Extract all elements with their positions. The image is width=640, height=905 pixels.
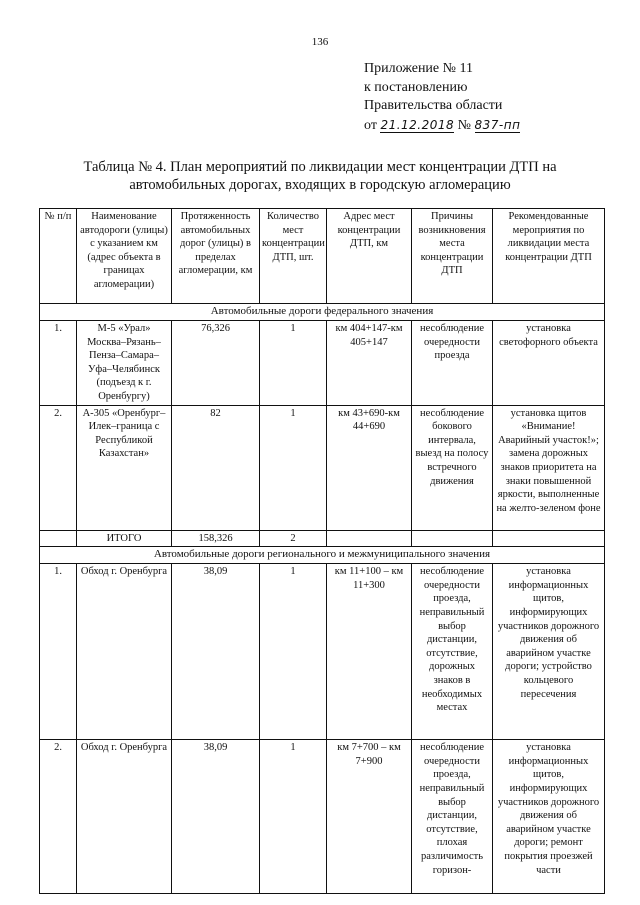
cell-length: 38,09 [172,740,260,894]
section-row-regional [40,547,605,564]
header-causes: Причины возникновения места концентрации ДТП [412,209,493,304]
measures-table [39,208,605,894]
date-prefix: от [364,117,377,133]
cell-count: 1 [260,321,327,406]
number-prefix: № [457,117,472,133]
header-address: Адрес мест концентрации ДТП, км [327,209,412,304]
total-address-empty [327,530,412,547]
bottom-border [39,893,604,894]
section-regional: Автомобильные дороги регионального и межмуниципального значения [40,547,605,564]
cell-num: 2. [40,405,77,530]
handwritten-number: 837-пп [474,117,521,132]
page-number: 136 [311,36,329,48]
cell-measures: установка светофорного объекта [493,321,605,406]
cell-num: 1. [40,321,77,406]
header-num: № п/п [40,209,77,304]
cell-measures: установка информационных щитов, информирующих участников дорожного движения об аварийном участке дороги; ремонт покрытия проезжей части [493,740,605,894]
total-row [40,530,605,547]
table-title [40,158,600,194]
cell-measures: установка информационных щитов, информирующих участников дорожного движения об аварийном участке дороги; устройство кольцевого пересечения [493,564,605,740]
cell-length: 76,326 [172,321,260,406]
cell-count: 1 [260,405,327,530]
table-title-line-1: Таблица № 4. План мероприятий по ликвидации мест концентрации ДТП на [83,159,557,175]
cell-num: 2. [40,740,77,894]
cell-count: 1 [260,740,327,894]
total-label: ИТОГО [77,530,172,547]
cell-address: км 7+700 – км 7+900 [327,740,412,894]
section-row-federal [40,304,605,321]
total-length: 158,326 [172,530,260,547]
cell-road: А-305 «Оренбург–Илек–граница с Республикой Казахстан» [77,405,172,530]
cell-road: Обход г. Оренбурга [77,740,172,894]
cell-address: км 43+690-км 44+690 [327,405,412,530]
cell-causes: несоблюдение бокового интервала, выезд на полосу встречного движения [412,405,493,530]
total-causes-empty [412,530,493,547]
appendix-block [364,60,520,135]
cell-length: 38,09 [172,564,260,740]
cell-address: км 11+100 – км 11+300 [327,564,412,740]
cell-causes: несоблюдение очередности проезда, неправильный выбор дистанции, отсутствие, дорожных знаков в необходимых местах [412,564,493,740]
table-row [40,740,605,894]
cell-address: км 404+147-км 405+147 [327,321,412,406]
header-length: Протяженность автомобильных дорог (улицы) в пределах агломерации, км [172,209,260,304]
cell-causes: несоблюдение очередности проезда, неправильный выбор дистанции, отсутствие, плохая различимость горизон- [412,740,493,894]
total-measures-empty [493,530,605,547]
total-num-empty [40,530,77,547]
header-row [40,209,605,304]
table-row [40,321,605,406]
cell-count: 1 [260,564,327,740]
cell-length: 82 [172,405,260,530]
appendix-line-3: Правительства области [364,98,503,113]
cell-num: 1. [40,564,77,740]
cell-measures: установка щитов «Внимание! Аварийный участок!»; замена дорожных знаков приоритета на знаки повышенной яркости, выполненные на желто-зеленом фоне [493,405,605,530]
header-road: Наименование автодороги (улицы) с указанием км (адрес объекта в границах агломерации) [77,209,172,304]
handwritten-date: 21.12.2018 [380,117,455,132]
header-count: Количество мест концентрации ДТП, шт. [260,209,327,304]
table-row [40,564,605,740]
section-federal: Автомобильные дороги федерального значения [40,304,605,321]
table-title-line-2: автомобильных дорогах, входящих в городскую агломерацию [129,177,511,193]
cell-road: М-5 «Урал» Москва–Рязань–Пенза–Самара–Уфа–Челябинск (подъезд к г. Оренбургу) [77,321,172,406]
appendix-line-1: Приложение № 11 [364,61,473,76]
cell-road: Обход г. Оренбурга [77,564,172,740]
cell-causes: несоблюдение очередности проезда [412,321,493,406]
header-measures: Рекомендованные мероприятия по ликвидации места концентрации ДТП [493,209,605,304]
total-count: 2 [260,530,327,547]
table-row [40,405,605,530]
appendix-date-line [364,116,520,136]
appendix-line-2: к постановлению [364,79,468,95]
